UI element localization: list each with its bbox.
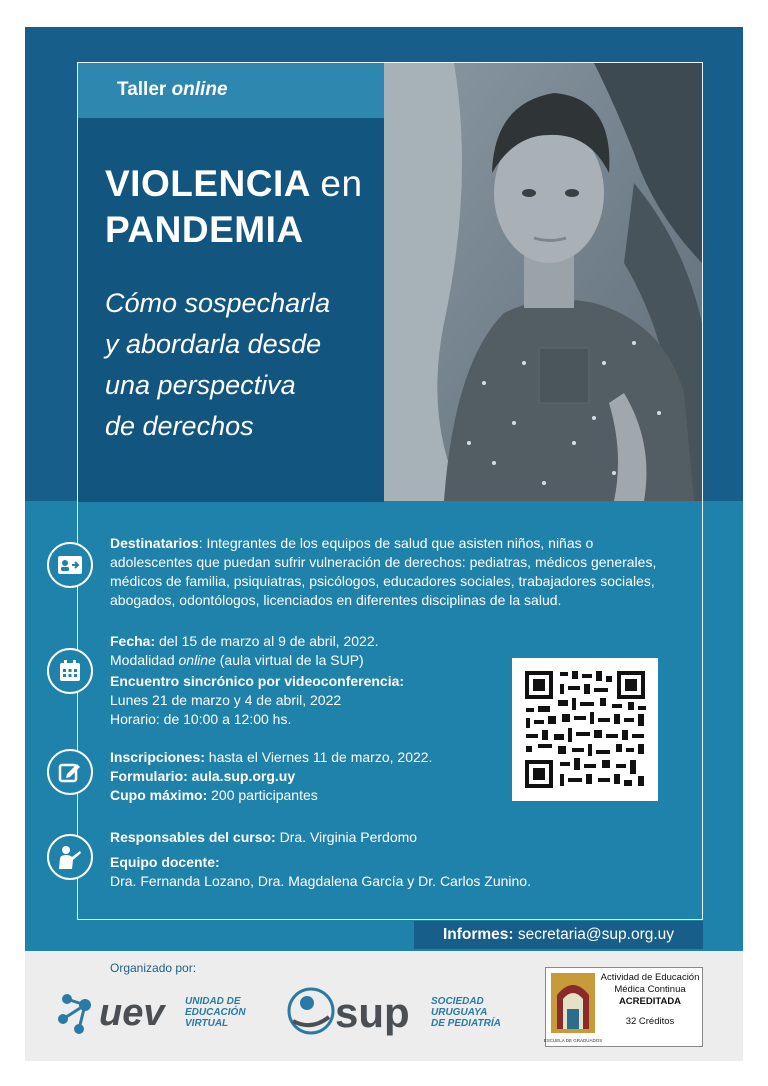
informes-banner[interactable]: Informes: secretaria@sup.org.uy: [414, 921, 703, 949]
calendar-icon: [47, 648, 93, 694]
qr-code-icon[interactable]: [512, 658, 658, 801]
acreditacion-badge: [545, 967, 703, 1047]
uev-logo: [55, 981, 255, 1041]
edit-form-icon: [47, 749, 93, 795]
subtitle: Cómo sospecharla y abordarla desde una perspectiva de derechos: [105, 288, 331, 441]
sup-line2: URUGUAYA: [431, 1007, 488, 1018]
uev-mark: uev: [99, 992, 165, 1034]
inscripciones-block: Inscripciones: hasta el Viernes 11 de marzo, 2022. Formulario: aula.sup.org.uy Cupo máximo: 200 participantes: [110, 749, 433, 803]
sup-logo: [287, 981, 527, 1041]
sup-mark: sup: [335, 989, 410, 1036]
fecha-block: Fecha: del 15 de marzo al 9 de abril, 2022. Modalidad online (aula virtual de la SUP) Encuentro sincrónico por videoconferencia: Lunes 21 de marzo y 4 de abril, 2022 Horario: de 10:00 a 12:00 hs.: [110, 633, 405, 727]
uev-line2: EDUCACIÓN: [185, 1007, 246, 1018]
poster: [25, 27, 743, 1061]
responsables-block: Responsables del curso: Dra. Virginia Perdomo Equipo docente: Dra. Fernanda Lozano, Dra. Magdalena García y Dr. Carlos Zunino.: [110, 829, 531, 889]
uev-line1: UNIDAD DE: [185, 996, 241, 1007]
uev-line3: VIRTUAL: [185, 1018, 229, 1029]
sup-line3: DE PEDIATRÍA: [431, 1018, 501, 1029]
organizado-label: Organizado por:: [110, 961, 197, 975]
destinatarios-block: Destinatarios: Integrantes de los equipos de salud que asisten niños, niñas o adolescentes que puedan sufrir vulneración de derechos: pediatras, médicos generales, médicos de familia, psiquiatras, psicólogos, educadores sociales, trabajadores sociales, abogados, odontólogos, licenciados en diferentes disciplinas de la salud.: [110, 535, 657, 608]
page-title: VIOLENCIA en PANDEMIA: [105, 163, 363, 250]
acreditacion-text: Actividad de Educación Médica Continua ACREDITADA 32 Créditos: [600, 972, 700, 1027]
sup-line1: SOCIEDAD: [431, 996, 484, 1007]
seal-text: ESCUELA DE GRADUADOS: [543, 1038, 603, 1043]
id-card-icon: [47, 542, 93, 588]
teacher-icon: [47, 834, 93, 880]
taller-online-label: Taller online: [77, 62, 384, 118]
